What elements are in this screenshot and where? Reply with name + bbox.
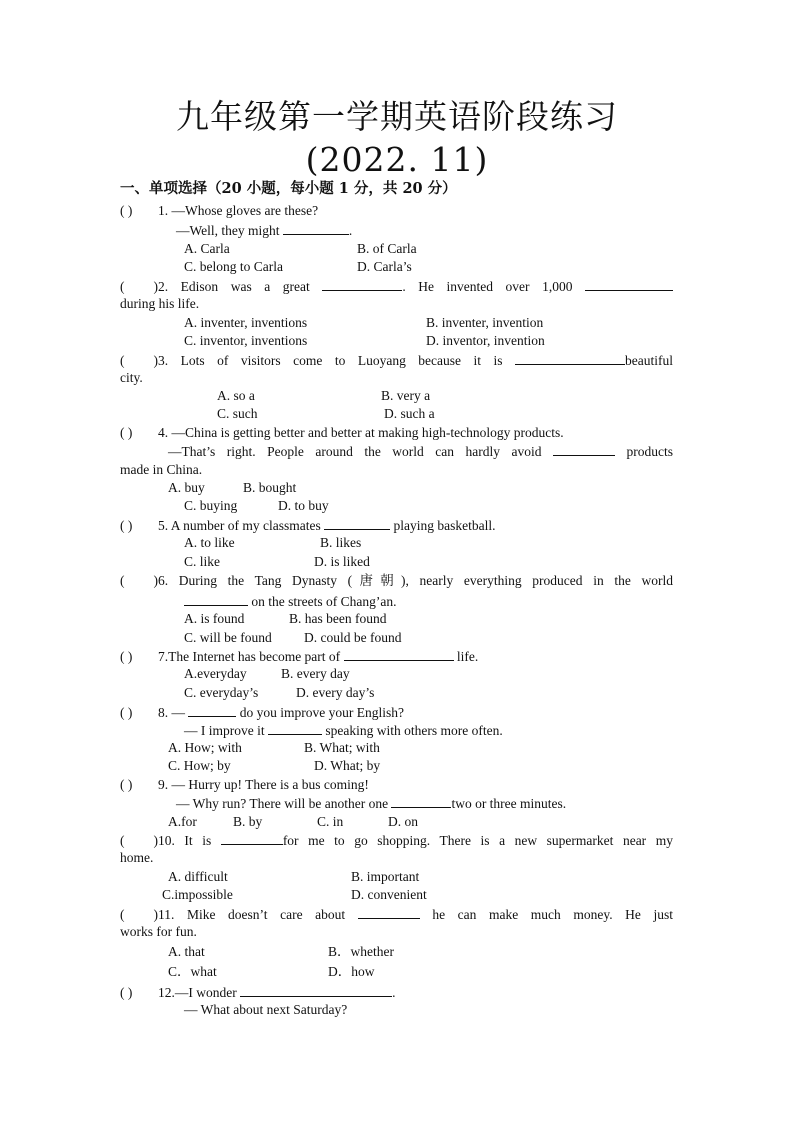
q10-option-c: C.impossible	[162, 887, 233, 902]
q3-option-a: A. so a	[217, 388, 255, 403]
question-5-stem: ( ) 5. A number of my classmates playing basketball.	[120, 518, 496, 533]
q7-option-b: B. every day	[281, 666, 350, 681]
answer-paren[interactable]: ( )	[120, 985, 133, 1000]
answer-paren[interactable]: ( )	[120, 279, 158, 294]
answer-paren[interactable]: ( )	[120, 425, 133, 440]
q3-option-c: C. such	[217, 406, 258, 421]
q4-option-d: D. to buy	[278, 498, 329, 513]
q2-option-d: D. inventor, invention	[426, 333, 545, 348]
answer-paren[interactable]: ( )	[120, 833, 158, 848]
q10-option-b: B. important	[351, 869, 420, 884]
answer-blank	[283, 222, 349, 235]
q5-option-d: D. is liked	[314, 554, 370, 569]
q2-option-a: A. inventer, inventions	[184, 315, 308, 330]
q7-option-d: D. every day’s	[296, 685, 375, 700]
answer-paren[interactable]: ( )	[120, 353, 158, 368]
answer-paren[interactable]: ( )	[120, 907, 158, 922]
q10-option-d: D. convenient	[351, 887, 427, 902]
question-10-cont: home.	[120, 850, 154, 865]
q9-option-b: B. by	[233, 814, 263, 829]
q4-option-a: A. buy	[168, 480, 205, 495]
q4-option-b: B. bought	[243, 480, 297, 495]
q5-option-a: A. to like	[184, 535, 235, 550]
q8-option-a: A. How; with	[168, 740, 242, 755]
question-9-stem: ( ) 9. — Hurry up! There is a bus coming!	[120, 777, 369, 792]
question-2-cont: during his life.	[120, 296, 200, 311]
q9-option-a: A.for	[168, 814, 197, 829]
question-3-cont: city.	[120, 370, 143, 385]
q7-option-a: A.everyday	[184, 666, 247, 681]
q5-option-b: B. likes	[320, 535, 362, 550]
q4-option-c: C. buying	[184, 498, 238, 513]
q11-option-d: D．how	[328, 964, 375, 979]
question-6-cont: on the streets of Chang’an.	[184, 593, 396, 610]
q6-option-a: A. is found	[184, 611, 245, 626]
q5-option-c: C. like	[184, 554, 220, 569]
page-title: 九年级第一学期英语阶段练习	[176, 97, 618, 136]
question-9-reply: — Why run? There will be another one two or three minutes.	[176, 796, 567, 811]
q11-option-b: B．whether	[328, 944, 394, 959]
q11-option-a: A. that	[168, 944, 205, 959]
answer-paren[interactable]: ( )	[120, 649, 133, 664]
question-4-cont: made in China.	[120, 462, 203, 477]
q6-option-c: C. will be found	[184, 630, 272, 645]
question-10-stem: ( )10. It is for me to go shopping. There is a new supermarket near my	[120, 833, 673, 848]
q1-option-a: A. Carla	[184, 241, 230, 256]
question-1-stem: ( ) 1. —Whose gloves are these?	[120, 203, 319, 218]
question-8-reply: — I improve it speaking with others more often.	[184, 723, 503, 738]
question-11-cont: works for fun.	[120, 924, 197, 939]
q6-option-d: D. could be found	[304, 630, 402, 645]
q8-option-b: B. What; with	[304, 740, 380, 755]
q2-option-c: C. inventor, inventions	[184, 333, 308, 348]
question-1-reply: —Well, they might .	[176, 223, 353, 238]
question-8-stem: ( ) 8. — do you improve your English?	[120, 705, 404, 720]
q1-option-b: B. of Carla	[357, 241, 417, 256]
q1-option-c: C. belong to Carla	[184, 259, 283, 274]
exam-date: (2022. 11)	[305, 140, 489, 179]
answer-paren[interactable]: ( )	[120, 518, 133, 533]
question-3-stem: ( )3. Lots of visitors come to Luoyang because it is beautiful	[120, 353, 674, 368]
q6-option-b: B. has been found	[289, 611, 387, 626]
q8-option-c: C. How; by	[168, 758, 231, 773]
question-2-stem: ( )2. Edison was a great . He invented over 1,000	[120, 278, 673, 295]
question-4-reply: —That’s right. People around the world can hardly avoid products	[168, 444, 673, 459]
question-7-stem: ( ) 7.The Internet has become part of life.	[120, 649, 479, 664]
q9-option-c: C. in	[317, 814, 344, 829]
q2-option-b: B. inventer, invention	[426, 315, 544, 330]
question-4-stem: ( ) 4. —China is getting better and better at making high-technology products.	[120, 425, 564, 440]
question-6-stem: ( )6. During the Tang Dynasty (唐朝), nearly everything produced in the world	[120, 573, 673, 588]
question-12-reply: — What about next Saturday?	[184, 1002, 348, 1017]
answer-paren[interactable]: ( )	[120, 203, 133, 218]
question-12-stem: ( ) 12.—I wonder .	[120, 985, 396, 1000]
section-title: 一、单项选择（20 小题，每小题 1 分，共 20 分）	[120, 180, 457, 197]
q11-option-c: C．what	[168, 964, 217, 979]
q7-option-c: C. everyday’s	[184, 685, 259, 700]
question-11-stem: ( )11. Mike doesn’t care about he can make much money. He just	[120, 907, 674, 922]
answer-paren[interactable]: ( )	[120, 705, 133, 720]
q10-option-a: A. difficult	[168, 869, 228, 884]
answer-paren[interactable]: ( )	[120, 777, 133, 792]
q9-option-d: D. on	[388, 814, 418, 829]
q3-option-b: B. very a	[381, 388, 431, 403]
q8-option-d: D. What; by	[314, 758, 381, 773]
q3-option-d: D. such a	[384, 406, 435, 421]
q1-option-d: D. Carla’s	[357, 259, 412, 274]
answer-paren[interactable]: ( )	[120, 573, 158, 588]
